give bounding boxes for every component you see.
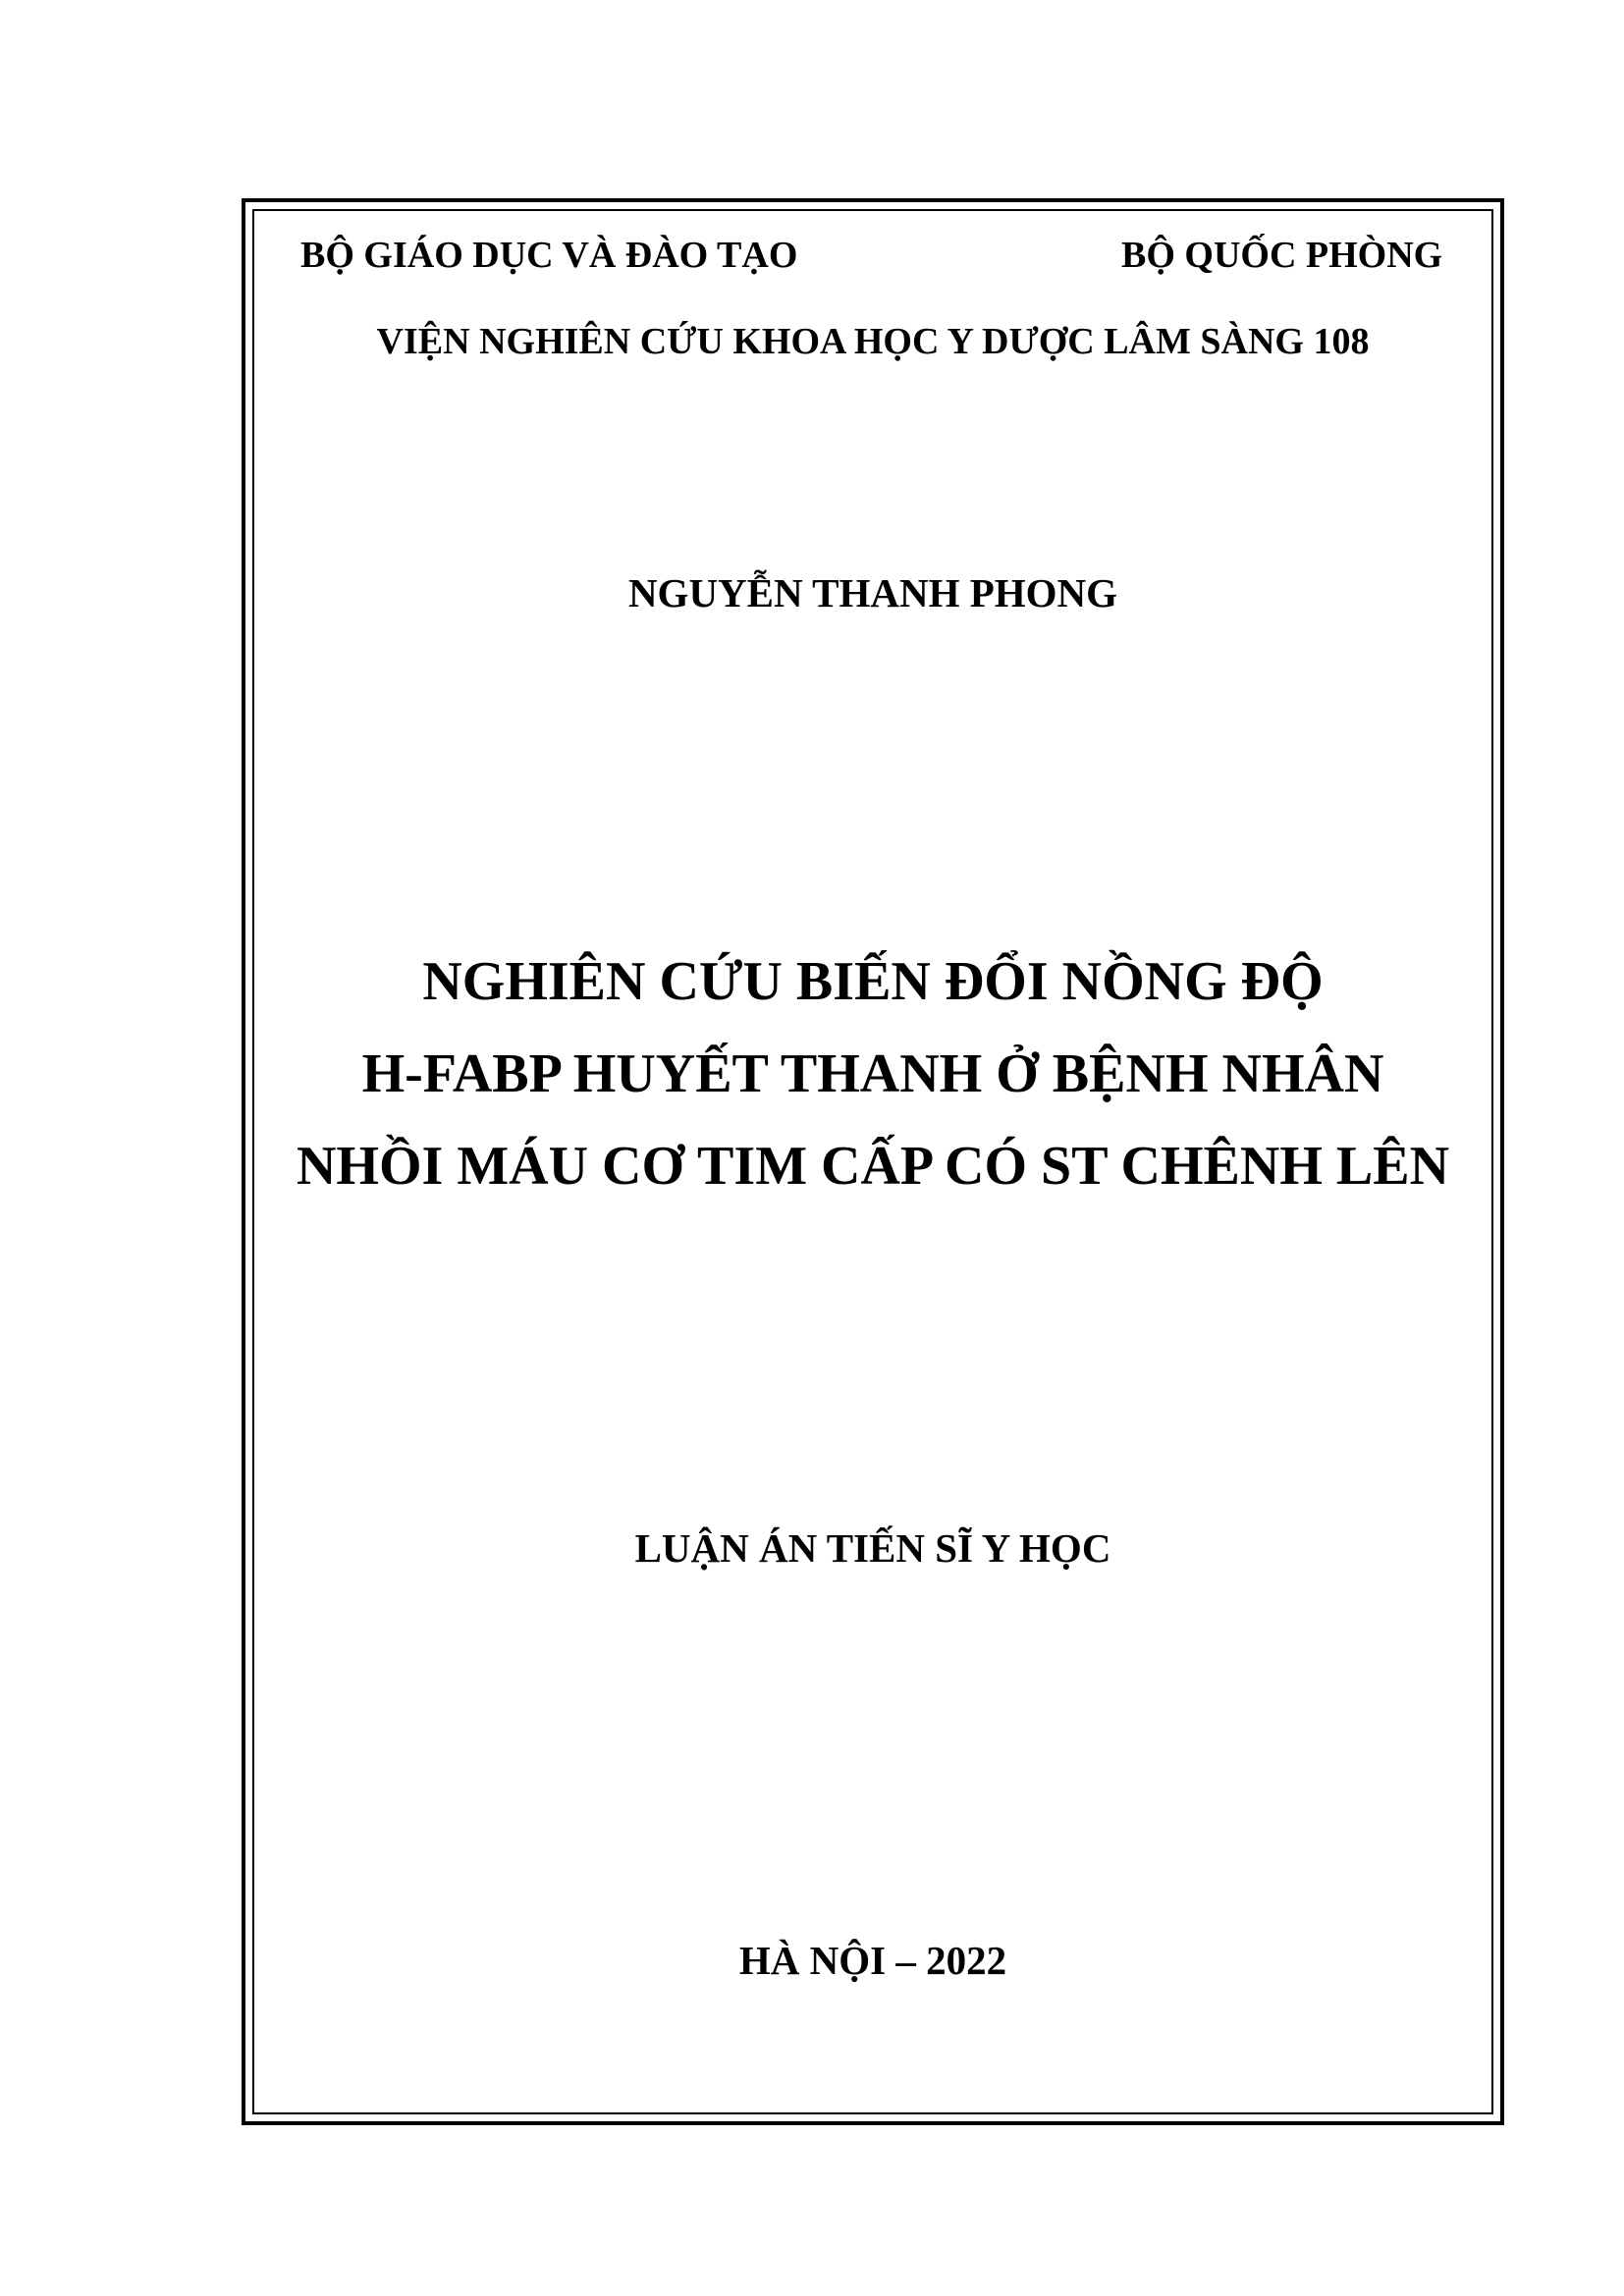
thesis-title-line-2: H-FABP HUYẾT THANH Ở BỆNH NHÂN bbox=[361, 1043, 1384, 1104]
degree-type: LUẬN ÁN TIẾN SĨ Y HỌC bbox=[634, 1525, 1111, 1571]
author-name: NGUYỄN THANH PHONG bbox=[627, 570, 1118, 615]
ministry-of-defence: BỘ QUỐC PHÒNG bbox=[1121, 235, 1443, 276]
institute-name: VIỆN NGHIÊN CỨU KHOA HỌC Y DƯỢC LÂM SÀNG 108 bbox=[376, 321, 1370, 362]
ministry-of-education: BỘ GIÁO DỤC VÀ ĐÀO TẠO bbox=[300, 235, 798, 276]
thesis-title-line-1: NGHIÊN CỨU BIẾN ĐỔI NỒNG ĐỘ bbox=[422, 951, 1324, 1012]
place-and-year: HÀ NỘI – 2022 bbox=[738, 1938, 1007, 1983]
thesis-title-line-3: NHỒI MÁU CƠ TIM CẤP CÓ ST CHÊNH LÊN bbox=[296, 1136, 1450, 1197]
